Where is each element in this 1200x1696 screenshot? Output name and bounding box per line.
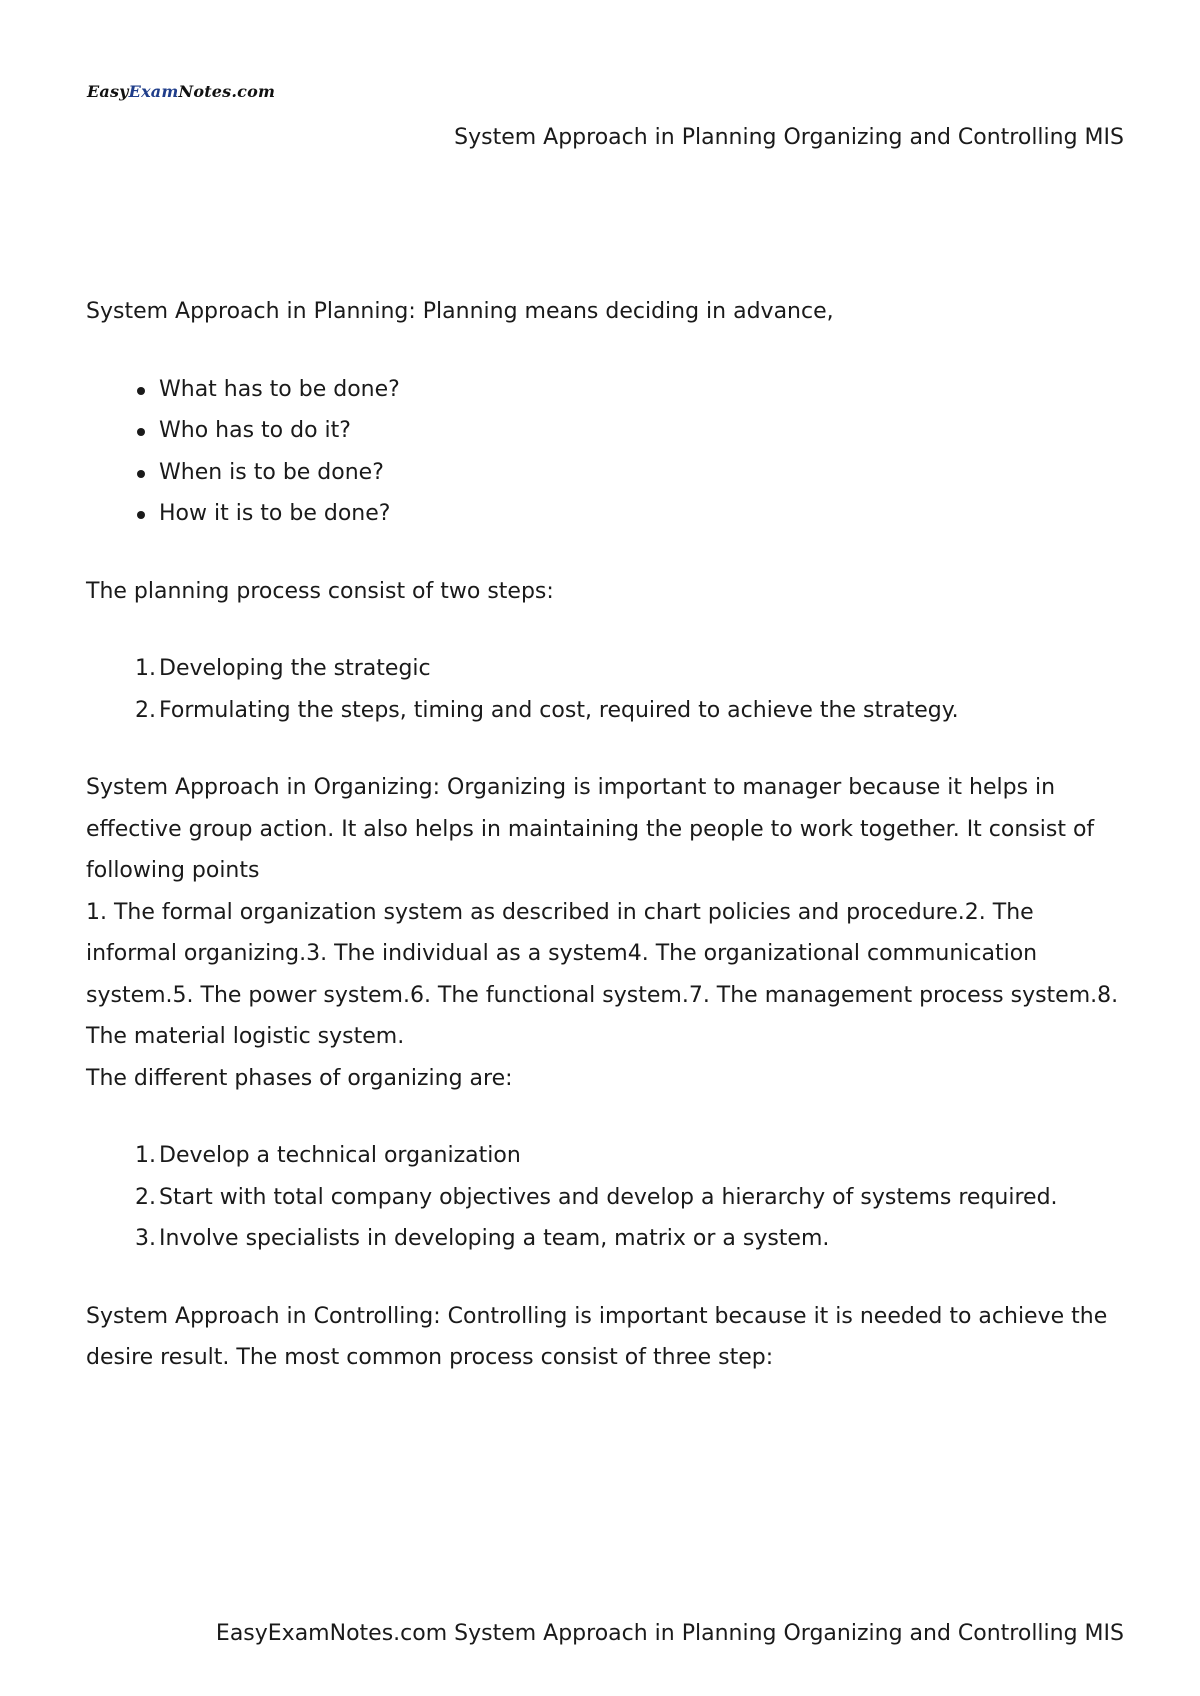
text-line: effective group action. It also helps in maintaining the people to work together. It consist of [86, 816, 1095, 842]
logo-part-notes: Notes.com [178, 82, 276, 101]
list-item [126, 648, 1126, 690]
text-line: system.5. The power system.6. The functional system.7. The management process system.8. [86, 982, 1119, 1008]
list-number: 2. [135, 697, 156, 723]
list-item: What has to be done? [137, 369, 1126, 411]
text-line: The material logistic system. [86, 1024, 405, 1049]
list-item: How it is to be done? [137, 493, 1126, 535]
logo-part-easy: Easy [87, 82, 129, 101]
list-item-text: Involve specialists in developing a team, matrix or a system. [159, 1226, 830, 1251]
text-line: The different phases of organizing are: [86, 1065, 513, 1091]
text-line: following points [86, 858, 260, 883]
list-number: 3. [135, 1226, 156, 1251]
list-number: 2. [135, 1184, 156, 1210]
organizing-paragraph [86, 767, 1126, 1099]
spacer [86, 1260, 1126, 1296]
list-item [126, 1135, 1126, 1177]
spacer [86, 612, 1126, 648]
page-header-title: System Approach in Planning Organizing and Controlling MIS [454, 125, 1124, 150]
text-line: System Approach in Organizing: Organizing is important to manager because it helps in [86, 775, 1056, 800]
organizing-phases-list [86, 1135, 1126, 1260]
logo-part-exam: Exam [128, 82, 179, 101]
spacer [86, 731, 1126, 767]
planning-intro: System Approach in Planning: Planning means deciding in advance, [86, 299, 834, 324]
text-line: System Approach in Controlling: Controlling is important because it is needed to achieve the [86, 1303, 1108, 1329]
planning-steps-list [86, 648, 1126, 731]
list-item: When is to be done? [137, 452, 1126, 494]
list-item-text: Developing the strategic [159, 656, 431, 681]
text-line: desire result. The most common process consist of three step: [86, 1345, 774, 1370]
text-line: informal organizing.3. The individual as a system4. The organizational communication [86, 941, 1038, 966]
list-item-text: Formulating the steps, timing and cost, required to achieve the strategy. [159, 697, 959, 723]
page-footer: EasyExamNotes.com System Approach in Planning Organizing and Controlling MIS [215, 1621, 1124, 1646]
list-item-text: Start with total company objectives and develop a hierarchy of systems required. [159, 1184, 1058, 1210]
text-line: 1. The formal organization system as described in chart policies and procedure.2. The [86, 899, 1034, 925]
list-item [126, 1218, 1126, 1260]
list-item [126, 690, 1126, 732]
list-item-text: Develop a technical organization [159, 1143, 521, 1168]
controlling-paragraph [86, 1296, 1126, 1379]
list-number: 1. [135, 656, 156, 681]
document-body [86, 291, 1126, 1379]
list-item: Who has to do it? [137, 410, 1126, 452]
planning-questions-list [86, 369, 1126, 535]
list-number: 1. [135, 1143, 156, 1168]
list-item [126, 1177, 1126, 1219]
spacer [86, 1099, 1126, 1135]
spacer [86, 333, 1126, 369]
site-logo [87, 84, 275, 100]
planning-process-intro: The planning process consist of two steps: [86, 578, 554, 604]
spacer [86, 535, 1126, 571]
